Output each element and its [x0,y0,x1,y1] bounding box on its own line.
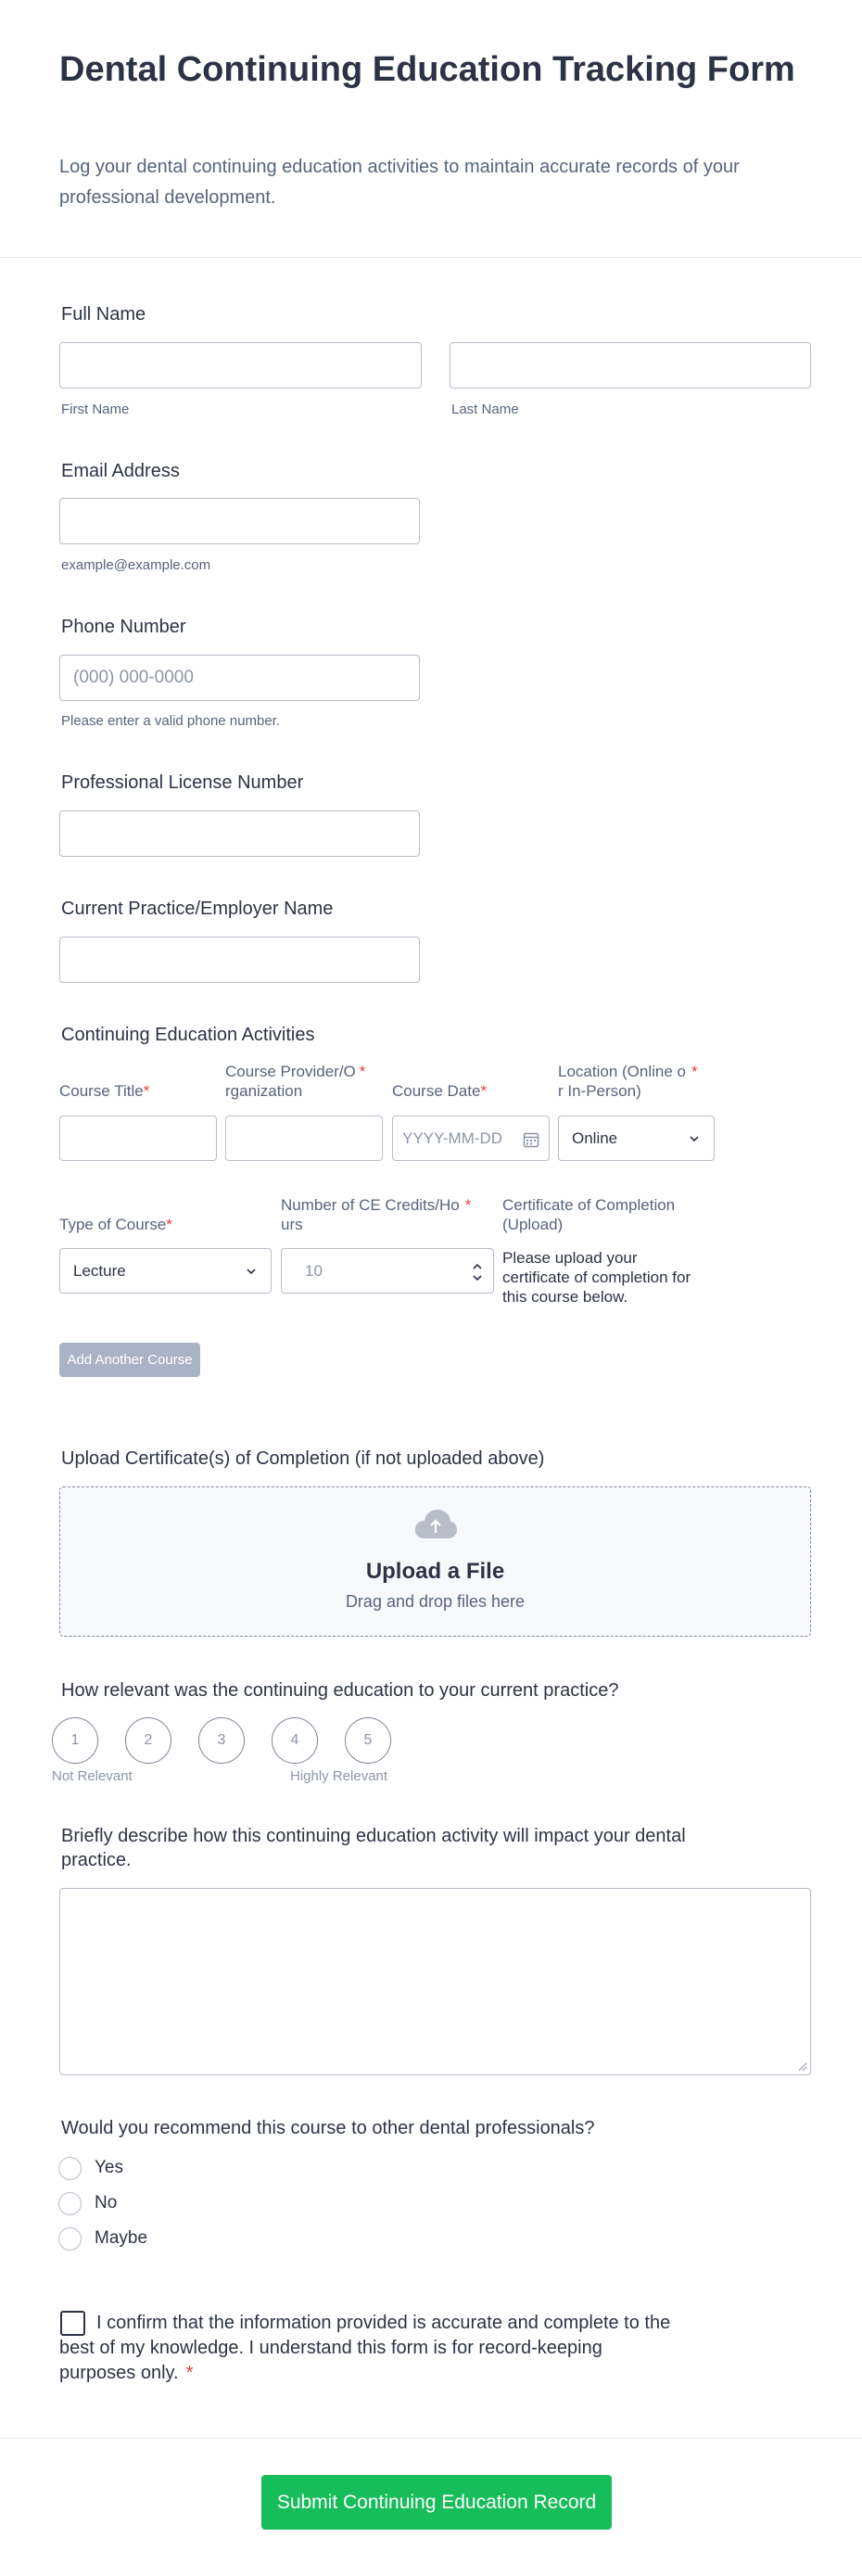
course-provider-input[interactable] [225,1116,383,1161]
upload-label: Upload Certificate(s) of Completion (if not uploaded above) [61,1448,545,1469]
credits-input[interactable] [281,1248,494,1294]
resize-handle-icon[interactable] [798,2062,807,2072]
cloud-upload-icon [413,1508,458,1539]
course-date-label: Course Date* [392,1082,488,1100]
rating-option[interactable]: 4 [272,1717,318,1764]
certificate-label: Certificate of Completion (Upload) [502,1196,676,1233]
file-upload-dropzone[interactable] [59,1486,811,1637]
license-label: Professional License Number [61,772,304,793]
employer-label: Current Practice/Employer Name [61,899,334,919]
first-name-input[interactable] [59,342,422,389]
license-input[interactable] [59,810,420,857]
impact-textarea[interactable] [59,1888,811,2075]
course-date-input[interactable] [392,1116,550,1161]
employer-input[interactable] [59,937,420,983]
credits-placeholder: 10 [305,1261,323,1280]
rating-low-caption: Not Relevant [52,1768,133,1784]
last-name-sublabel: Last Name [451,402,519,417]
recommend-option-yes[interactable]: Yes [95,2158,123,2177]
footer-divider [0,2438,862,2439]
email-input[interactable] [59,498,420,544]
add-course-button[interactable]: Add Another Course [59,1343,200,1377]
page-subtitle: Log your dental continuing education activities to maintain accurate records of your professional development. [59,157,740,208]
rating-high-caption: Highly Relevant [290,1768,388,1784]
recommend-option-maybe[interactable]: Maybe [95,2228,148,2248]
phone-label: Phone Number [61,617,186,637]
full-name-label: Full Name [61,304,146,325]
recommend-label: Would you recommend this course to other dental professionals? [61,2118,595,2138]
course-type-label: Type of Course* [59,1216,172,1233]
confirm-text: I confirm that the information provided is accurate and complete to the best of my knowledge. I understand this form is for record-keeping purposes only. * [59,2313,671,2383]
phone-sublabel: Please enter a valid phone number. [61,713,280,729]
location-value: Online [572,1129,618,1147]
submit-button[interactable]: Submit Continuing Education Record [261,2475,612,2530]
course-title-label: Course Title* [59,1082,150,1100]
phone-input[interactable] [59,655,420,701]
stepper-icon[interactable] [471,1260,484,1284]
first-name-sublabel: First Name [61,402,130,417]
chevron-down-icon [688,1132,701,1145]
phone-placeholder: (000) 000-0000 [73,668,194,687]
recommend-radio-maybe[interactable] [58,2227,82,2251]
location-label: Location (Online o * r In-Person) [558,1063,698,1100]
impact-label: Briefly describe how this continuing education activity will impact your dental practice. [61,1826,686,1870]
recommend-radio-yes[interactable] [58,2157,82,2180]
page-title: Dental Continuing Education Tracking Form [59,50,795,89]
upload-title: Upload a File [365,1559,505,1584]
date-placeholder: YYYY-MM-DD [402,1129,502,1147]
recommend-option-no[interactable]: No [95,2193,118,2213]
rating-option[interactable]: 1 [52,1717,98,1764]
header-divider [0,257,862,258]
recommend-radio-no[interactable] [58,2192,82,2215]
rating-option[interactable]: 3 [198,1717,245,1764]
email-sublabel: example@example.com [61,557,211,573]
certificate-note: Please upload your certificate of completion for this course below. [502,1249,691,1306]
activities-label: Continuing Education Activities [61,1025,315,1045]
upload-subtitle: Drag and drop files here [345,1592,526,1611]
email-label: Email Address [61,461,180,481]
relevance-label: How relevant was the continuing education to your current practice? [61,1680,619,1701]
chevron-down-icon [245,1265,258,1278]
rating-option[interactable]: 2 [125,1717,171,1764]
credits-label: Number of CE Credits/Ho * urs [281,1196,472,1233]
course-provider-label: Course Provider/O * rganization [225,1063,366,1100]
calendar-icon[interactable] [523,1131,539,1148]
course-title-input[interactable] [59,1116,217,1161]
course-type-select[interactable] [59,1248,272,1294]
course-type-value: Lecture [73,1261,126,1280]
location-select[interactable] [558,1116,715,1161]
last-name-input[interactable] [450,342,811,389]
rating-option[interactable]: 5 [345,1717,391,1764]
